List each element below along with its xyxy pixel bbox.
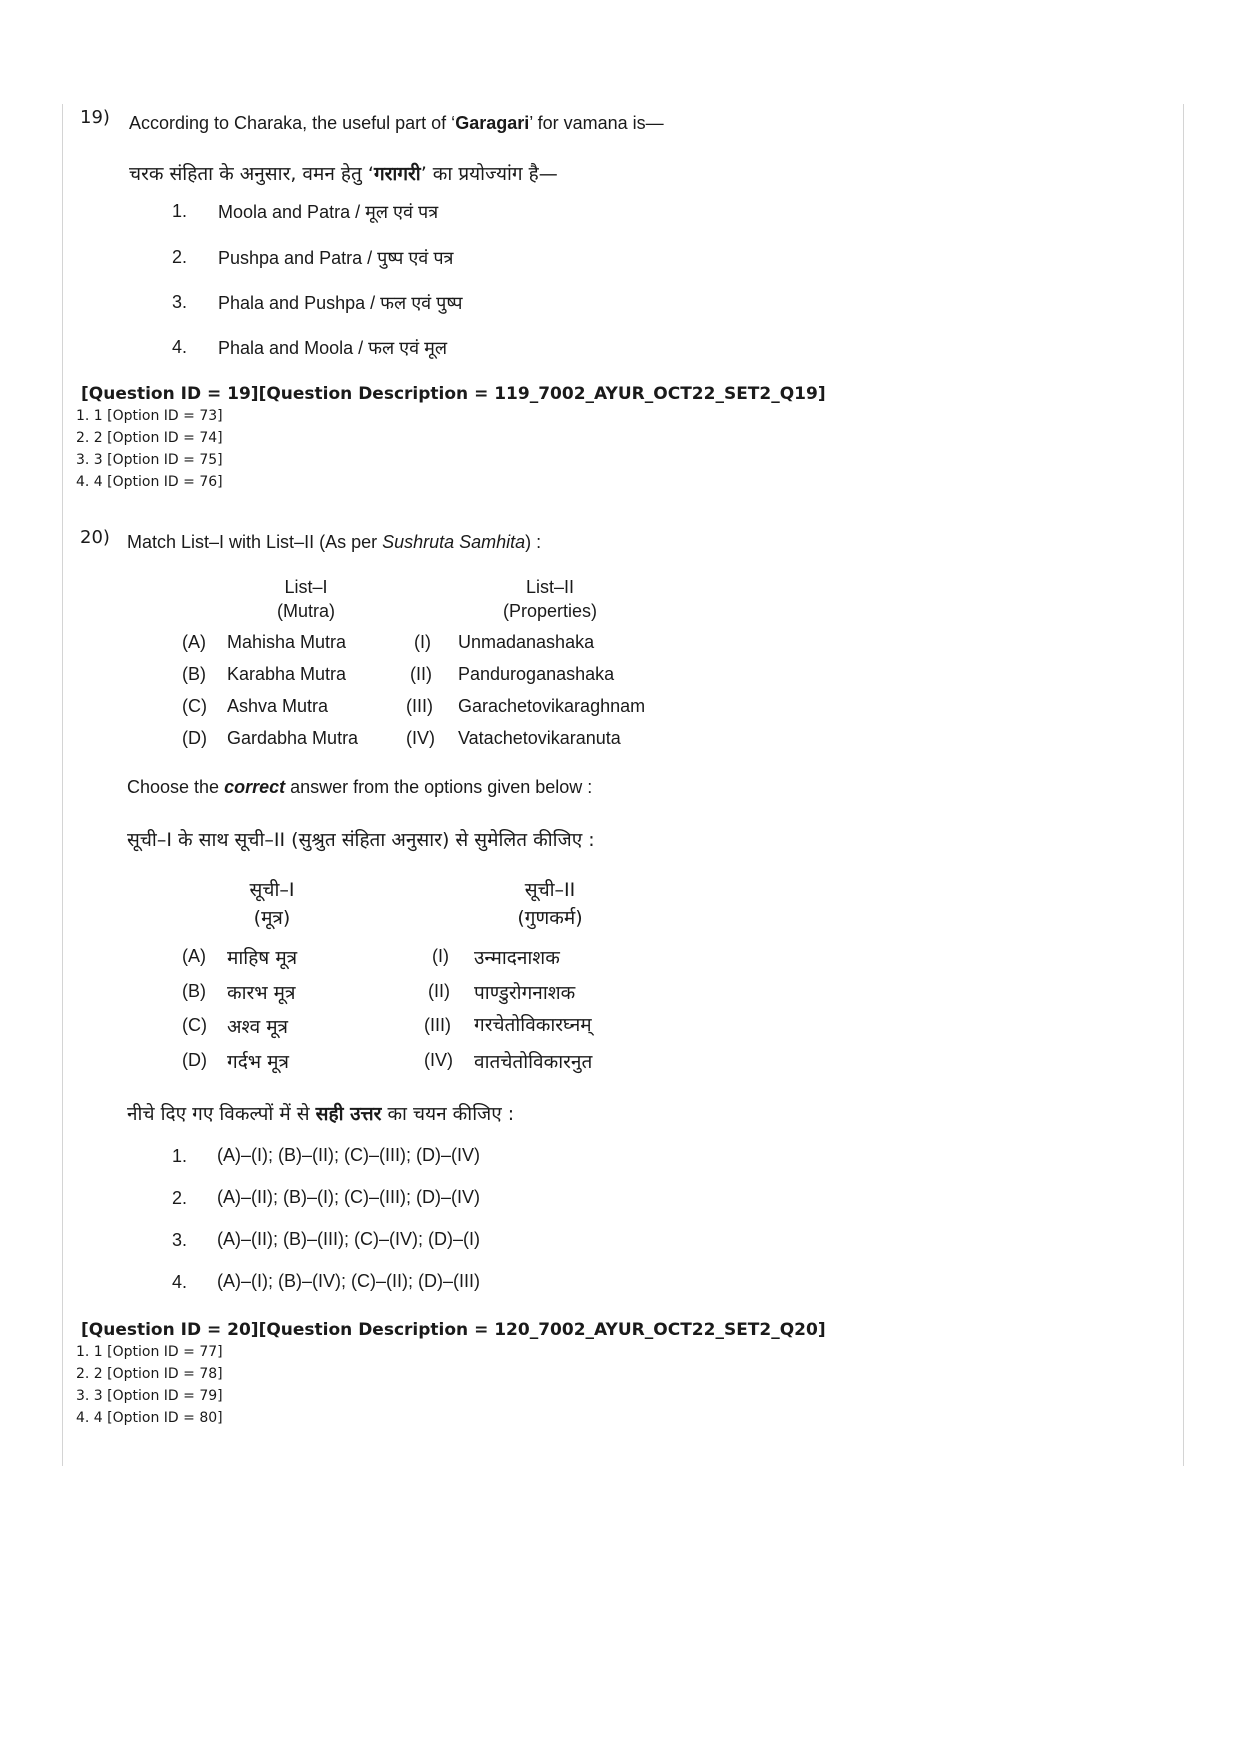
list2-item: Garachetovikaraghnam — [458, 696, 646, 716]
option-id-line: 4. 4 [Option ID = 80] — [76, 1410, 223, 1426]
list1-item-hi: कारभ मूत्र — [227, 982, 296, 1004]
list1-heading-hi: सूची–I — [249, 879, 295, 901]
list1-item: Ashva Mutra — [227, 696, 329, 716]
row-label: (I) — [432, 946, 449, 966]
option-text: (A)–(II); (B)–(I); (C)–(III); (D)–(IV) — [217, 1187, 480, 1207]
row-label: (A) — [182, 632, 206, 652]
choose-instruction-hi: नीचे दिए गए विकल्पों में से सही उत्तर का चयन कीजिए : — [127, 1103, 515, 1125]
row-label: (I) — [414, 632, 431, 652]
row-label: (B) — [182, 664, 206, 684]
option-number: 1. — [172, 1146, 188, 1166]
question-text-hi: चरक संहिता के अनुसार, वमन हेतु ‘गरागरी’ का प्रयोज्यांग है— — [129, 163, 558, 185]
question-meta: [Question ID = 20][Question Description = 120_7002_AYUR_OCT22_SET2_Q20] — [81, 1320, 826, 1340]
question-text-hi: सूची–I के साथ सूची–II (सुश्रुत संहिता अनुसार) से सुमेलित कीजिए : — [127, 829, 595, 851]
option-number: 3. — [172, 292, 188, 312]
page-border-left — [62, 104, 63, 1466]
list1-subheading: (Mutra) — [277, 601, 335, 621]
row-label: (IV) — [424, 1050, 453, 1070]
option-number: 1. — [172, 201, 188, 221]
question-text-en: Match List–I with List–II (As per Sushruta Samhita) : — [127, 532, 542, 552]
list1-item: Karabha Mutra — [227, 664, 347, 684]
list2-subheading-hi: (गुणकर्म) — [517, 907, 583, 929]
option-text: (A)–(I); (B)–(II); (C)–(III); (D)–(IV) — [217, 1145, 480, 1165]
row-label: (D) — [182, 728, 207, 748]
row-label: (C) — [182, 1015, 207, 1035]
list1-item-hi: गर्दभ मूत्र — [227, 1051, 290, 1073]
option-id-line: 1. 1 [Option ID = 73] — [76, 408, 223, 424]
option-text: (A)–(I); (B)–(IV); (C)–(II); (D)–(III) — [217, 1271, 480, 1291]
option-number: 2. — [172, 1188, 188, 1208]
list1-heading: List–I — [284, 577, 328, 597]
list2-item: Unmadanashaka — [458, 632, 595, 652]
list2-item-hi: गरचेतोविकारघ्नम् — [474, 1014, 592, 1036]
page-border-right — [1183, 104, 1184, 1466]
row-label: (C) — [182, 696, 207, 716]
option-id-line: 3. 3 [Option ID = 75] — [76, 452, 223, 468]
row-label: (III) — [406, 696, 433, 716]
option-number: 2. — [172, 247, 188, 267]
list2-item: Panduroganashaka — [458, 664, 615, 684]
list2-item-hi: वातचेतोविकारनुत — [474, 1051, 593, 1073]
row-label: (D) — [182, 1050, 207, 1070]
option-id-line: 2. 2 [Option ID = 78] — [76, 1366, 223, 1382]
list2-subheading: (Properties) — [502, 601, 598, 621]
list1-item-hi: अश्व मूत्र — [227, 1016, 289, 1038]
option-text: (A)–(II); (B)–(III); (C)–(IV); (D)–(I) — [217, 1229, 480, 1249]
option-id-line: 1. 1 [Option ID = 77] — [76, 1344, 223, 1360]
list1-item-hi: माहिष मूत्र — [227, 947, 298, 969]
list1-item: Gardabha Mutra — [227, 728, 359, 748]
row-label: (III) — [424, 1015, 451, 1035]
list1-subheading-hi: (मूत्र) — [253, 907, 291, 929]
list2-item-hi: उन्मादनाशक — [474, 947, 560, 969]
question-meta: [Question ID = 19][Question Description = 119_7002_AYUR_OCT22_SET2_Q19] — [81, 384, 826, 404]
question-number: 19) — [80, 107, 110, 128]
question-number: 20) — [80, 527, 110, 548]
list2-heading: List–II — [525, 577, 575, 597]
option-number: 4. — [172, 337, 188, 357]
option-number: 4. — [172, 1272, 188, 1292]
row-label: (II) — [428, 981, 450, 1001]
option-number: 3. — [172, 1230, 188, 1250]
option-text: Phala and Pushpa / फल एवं पुष्प — [218, 293, 463, 313]
list2-item-hi: पाण्डुरोगनाशक — [474, 982, 576, 1004]
row-label: (IV) — [406, 728, 435, 748]
question-text-en: According to Charaka, the useful part of ‘Garagari’ for vamana is— — [129, 113, 664, 133]
option-id-line: 3. 3 [Option ID = 79] — [76, 1388, 223, 1404]
list2-item: Vatachetovikaranuta — [458, 728, 621, 748]
choose-instruction-en: Choose the correct answer from the options given below : — [127, 777, 593, 797]
row-label: (B) — [182, 981, 206, 1001]
option-id-line: 4. 4 [Option ID = 76] — [76, 474, 223, 490]
list2-heading-hi: सूची–II — [524, 879, 576, 901]
option-text: Moola and Patra / मूल एवं पत्र — [218, 202, 439, 222]
list1-item: Mahisha Mutra — [227, 632, 347, 652]
option-id-line: 2. 2 [Option ID = 74] — [76, 430, 223, 446]
option-text: Pushpa and Patra / पुष्प एवं पत्र — [218, 248, 454, 268]
option-text: Phala and Moola / फल एवं मूल — [218, 338, 448, 358]
row-label: (II) — [410, 664, 432, 684]
row-label: (A) — [182, 946, 206, 966]
